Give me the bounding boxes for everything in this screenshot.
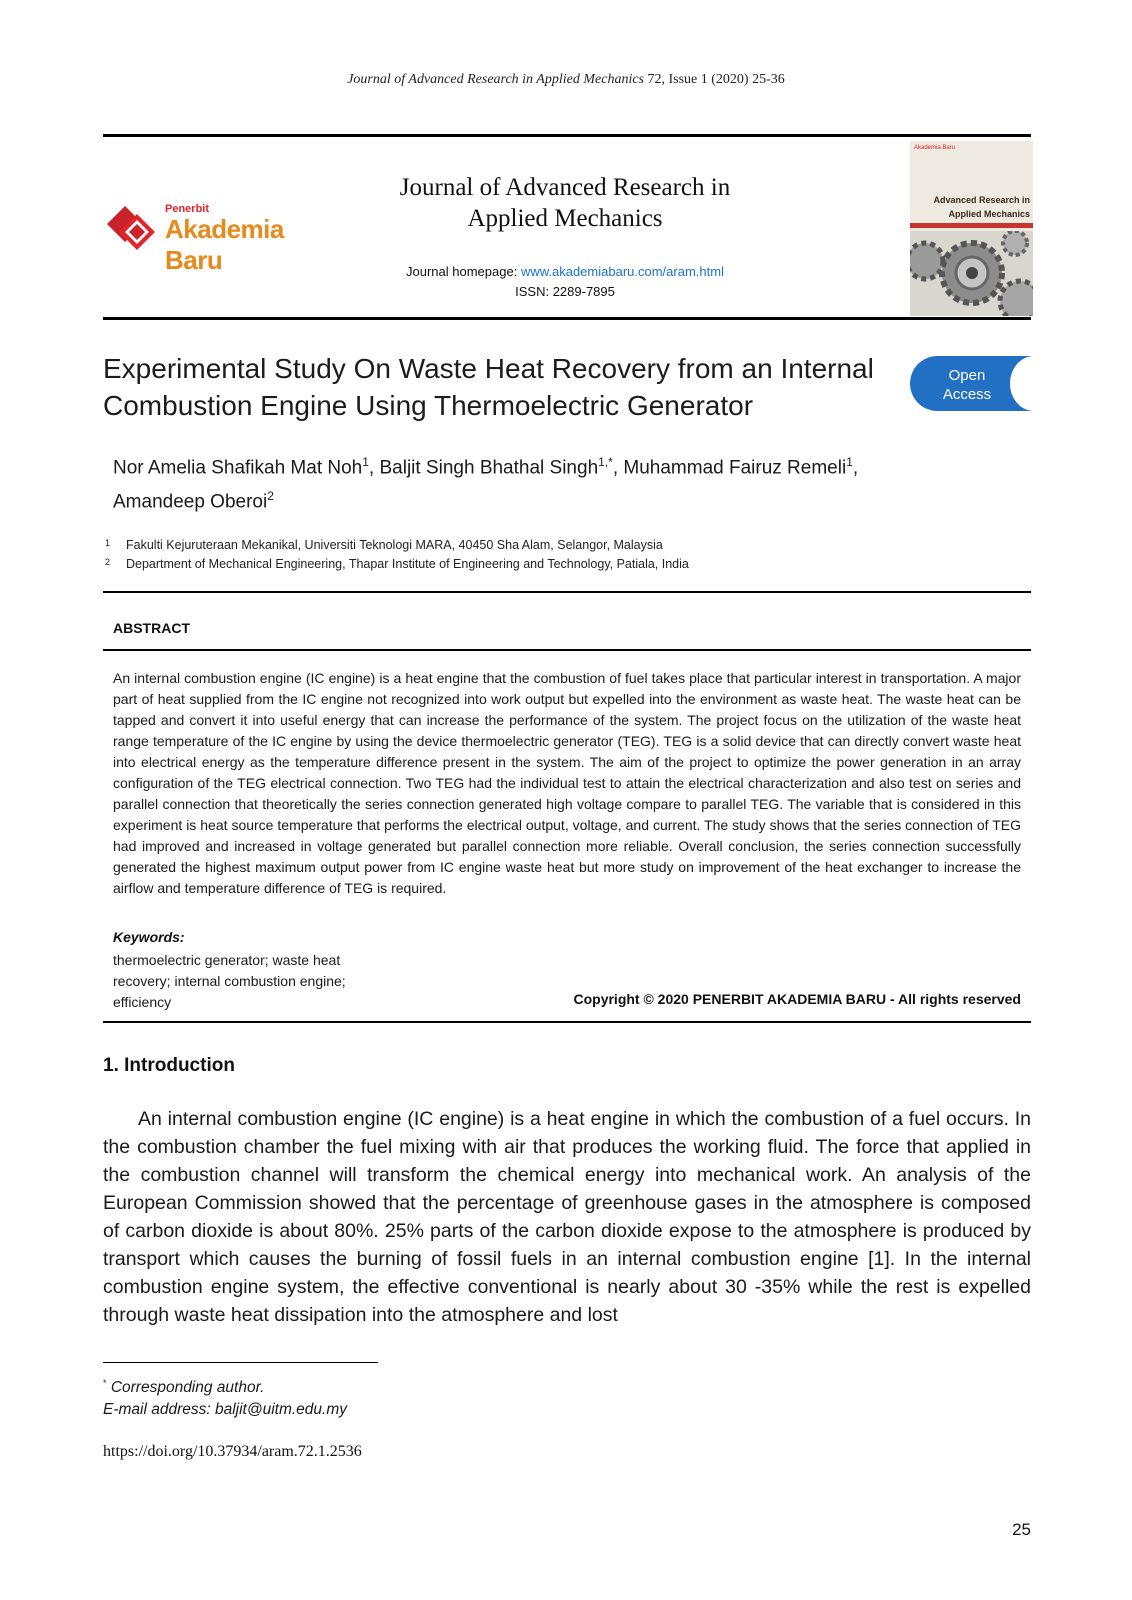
author-affiliation-marker: 1,*: [598, 455, 613, 469]
abstract-rule: [103, 649, 1031, 651]
section-heading: 1. Introduction: [103, 1055, 235, 1076]
journal-issn: ISSN: 2289-7895: [515, 284, 615, 299]
open-access-line1: Open: [948, 367, 986, 384]
cover-title-line1: Advanced Research in: [933, 195, 1030, 205]
author-name: Muhammad Fairuz Remeli: [623, 457, 847, 479]
open-access-line2: Access: [942, 386, 992, 403]
abstract-bottom-rule: [103, 1021, 1031, 1023]
abstract-heading: ABSTRACT: [113, 620, 190, 636]
author-name: Baljit Singh Bhathal Singh: [379, 457, 599, 479]
journal-title: [330, 172, 800, 234]
author-separator: ,: [612, 457, 624, 479]
keywords-line: recovery; internal combustion engine;: [113, 973, 346, 989]
journal-homepage-label: Journal homepage:: [406, 264, 521, 279]
journal-cover-image: [910, 141, 1033, 316]
introduction-paragraph: An internal combustion engine (IC engine) is a heat engine in which the combustion of a fuel occurs. In the combustion chamber the fuel mixing with air that produces the working fluid. The force that applied in the combustion channel will transform the chemical energy into mechanical work. An analysis of the European Commission showed that the percentage of greenhouse gases in the atmosphere is composed of carbon dioxide is about 80%. 25% parts of the carbon dioxide expose to the atmosphere is produced by transport which causes the burning of fossil fuels in an internal combustion engine [1]. In the internal combustion engine system, the effective conventional is nearly about 30 -35% while the rest is expelled through waste heat dissipation into the atmosphere and lost: [103, 1108, 1031, 1326]
running-head-journal: Journal of Advanced Research in Applied Mechanics: [347, 72, 644, 87]
author-name: Nor Amelia Shafikah Mat Noh: [113, 457, 363, 479]
author-affiliation-marker: 1: [362, 455, 369, 469]
footnote-marker: *: [103, 1378, 107, 1388]
author-name: Amandeep Oberoi: [113, 491, 268, 513]
journal-homepage-link[interactable]: www.akademiabaru.com/aram.html: [520, 264, 724, 279]
affiliation-number: 2: [105, 557, 111, 567]
journal-title-line1: Journal of Advanced Research in: [399, 174, 731, 201]
doi-link[interactable]: https://doi.org/10.37934/aram.72.1.2536: [103, 1443, 362, 1460]
cover-publisher: Akademia Baru: [914, 145, 956, 151]
header-bottom-rule: [103, 317, 1031, 320]
cover-red-bar: [910, 223, 1033, 228]
header-top-rule: [103, 134, 1031, 137]
page-number: 25: [1012, 1520, 1031, 1539]
publisher-logo: [103, 198, 318, 275]
keywords-list: [113, 950, 393, 1013]
affiliation-text: Fakulti Kejuruteraan Mekanikal, Universiti Teknologi MARA, 40450 Sha Alam, Selangor, Malaysia: [126, 538, 663, 552]
footnote-corresponding-text: Corresponding author.: [106, 1379, 265, 1397]
publisher-logo-icon: [103, 202, 161, 252]
open-access-badge: [910, 356, 1034, 411]
publisher-name: Akademia Baru: [165, 214, 284, 275]
author-list: [113, 448, 1013, 517]
publisher-small-label: Penerbit: [165, 203, 210, 215]
journal-homepage: [330, 264, 800, 279]
introduction-body: [103, 1105, 1031, 1329]
cover-title-line2: Applied Mechanics: [948, 209, 1030, 219]
footnote-rule: [103, 1362, 378, 1363]
open-access-label: [932, 366, 1002, 404]
running-head-issue: 72, Issue 1 (2020) 25-36: [644, 72, 785, 87]
footnote-corresponding: [103, 1378, 264, 1397]
affiliation-text: Department of Mechanical Engineering, Thapar Institute of Engineering and Technology, Patiala, India: [126, 557, 689, 571]
paper-title: [103, 350, 893, 424]
author-separator: ,: [852, 457, 859, 479]
keywords-heading: Keywords:: [113, 929, 185, 945]
affiliation-number: 1: [105, 538, 111, 548]
abstract-text: An internal combustion engine (IC engine) is a heat engine that the combustion of fuel takes place that particular interest in transportation. A major part of heat supplied from the IC engine not recognized into work output but expelled into the environment as waste heat. The waste heat can be tapped and convert it into useful energy that can increase the performance of the system. The project focus on the utilization of the waste heat range temperature of the IC engine by using the device thermoelectric generator (TEG). TEG is a solid device that can directly convert waste heat into electrical energy as the temperature difference present in the system. The aim of the project to optimize the power generation in an array configuration of the TEG electrical connection. Two TEG had the individual test to attain the electrical characterization and also test on series and parallel connection that theoretically the series connection generated high voltage compare to parallel TEG. The variable that is considered in this experiment is heat source temperature that performs the electrical output, voltage, and current. The study shows that the series connection of TEG had improved and increased in voltage generated but parallel connection more reliable. Overall conclusion, the series connection successfully generated the highest maximum output power from IC engine waste heat but more study on improvement of the heat exchanger to increase the airflow and temperature difference of TEG is required.: [113, 670, 1021, 896]
open-access-badge-notch: [1010, 356, 1034, 411]
keywords-line: thermoelectric generator; waste heat: [113, 952, 341, 968]
paper-title-line2: Combustion Engine Using Thermoelectric Generator: [103, 390, 754, 421]
cover-title: [920, 193, 1030, 221]
journal-title-line2: Applied Mechanics: [467, 205, 663, 232]
cover-gears-icon: [910, 231, 1033, 316]
keywords-line: efficiency: [113, 994, 172, 1010]
affiliation-item: [105, 538, 1025, 552]
author-affiliation-marker: 2: [267, 489, 274, 504]
running-head: [0, 72, 1132, 88]
paper-title-line1: Experimental Study On Waste Heat Recovery from an Internal: [103, 353, 874, 384]
footnote-email: E-mail address: baljit@uitm.edu.my: [103, 1401, 348, 1418]
affiliation-item: [105, 557, 1025, 571]
author-separator: ,: [368, 457, 380, 479]
affiliation-rule: [103, 591, 1031, 593]
copyright-notice: Copyright © 2020 PENERBIT AKADEMIA BARU - All rights reserved: [573, 991, 1021, 1007]
author-affiliation-marker: 1: [846, 455, 853, 469]
